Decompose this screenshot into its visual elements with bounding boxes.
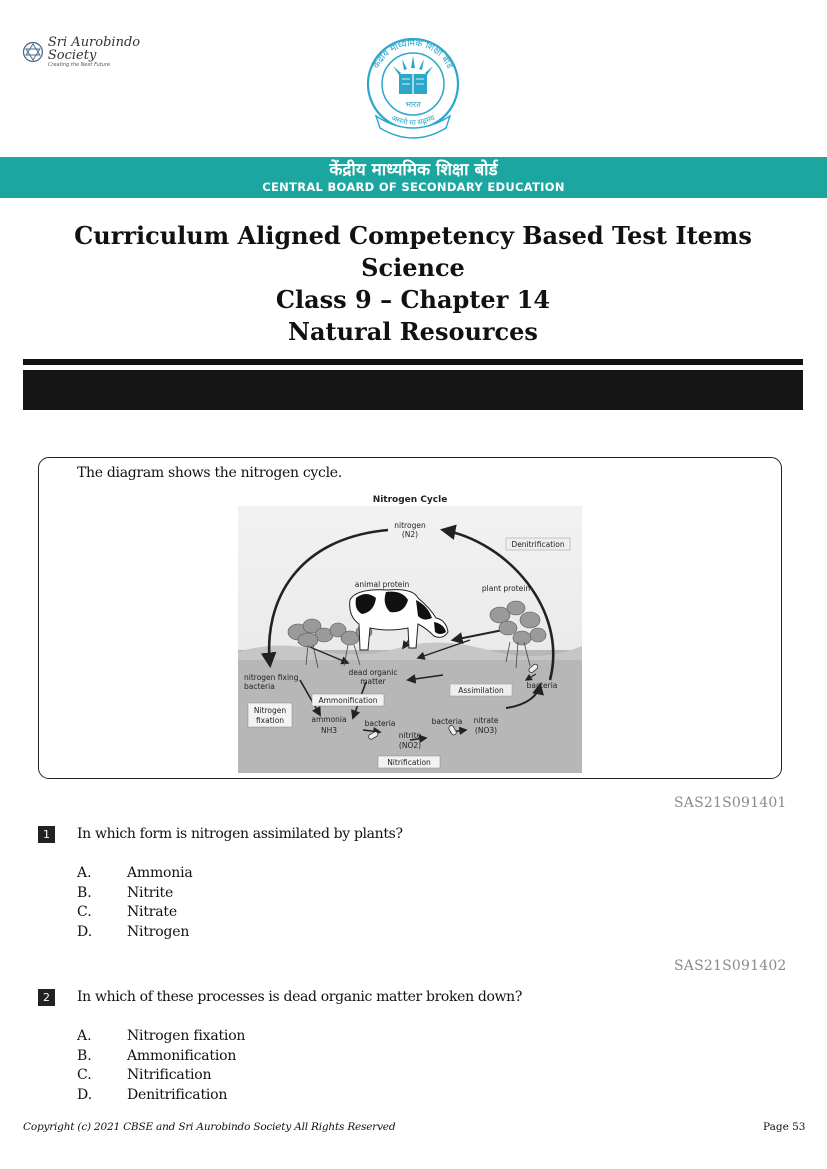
document-title <box>23 220 803 348</box>
label-dead-organic: dead organic <box>348 668 398 677</box>
board-name-english: CENTRAL BOARD OF SECONDARY EDUCATION <box>262 180 565 194</box>
q1-option-d[interactable]: Nitrogen <box>127 924 190 940</box>
title-line-1: Curriculum Aligned Competency Based Test Items <box>74 221 752 250</box>
q2-option-a-letter: A. <box>77 1028 92 1044</box>
label-ammonia-formula: NH3 <box>320 726 338 735</box>
label-nitrate: nitrate <box>473 716 499 725</box>
diagram-title: Nitrogen Cycle <box>372 495 448 505</box>
label-ammonia: ammonia <box>311 715 347 724</box>
label-nitrogen-fixing: nitrogen fixing <box>244 673 299 682</box>
q1-option-c-letter: C. <box>77 904 92 920</box>
q1-option-b[interactable]: Nitrite <box>127 885 174 901</box>
label-nitrogen-fixation-1: Nitrogen <box>253 706 287 715</box>
title-line-3: Class 9 – Chapter 14 <box>275 285 551 314</box>
q1-option-d-letter: D. <box>77 924 93 940</box>
footer-copyright: Copyright (c) 2021 CBSE and Sri Aurobindo Society All Rights Reserved <box>23 1121 396 1133</box>
q2-option-a[interactable]: Nitrogen fixation <box>127 1028 246 1044</box>
stimulus-text: The diagram shows the nitrogen cycle. <box>77 465 342 481</box>
label-nitrogen-fixation-2: fixation <box>255 716 285 725</box>
label-ammonification: Ammonification <box>318 696 378 705</box>
label-nitrate-formula: (NO3) <box>474 726 498 735</box>
question-1-text: In which form is nitrogen assimilated by plants? <box>77 826 403 842</box>
sas-logo-text: Sri Aurobindo Society <box>47 35 141 63</box>
cbse-seal-logo <box>362 32 464 140</box>
q2-option-d-letter: D. <box>77 1087 93 1103</box>
label-denitrification: Denitrification <box>511 540 565 549</box>
seal-center-text: भारत <box>405 100 421 109</box>
nitrogen-cycle-diagram <box>238 490 582 773</box>
label-nitrite: nitrite <box>398 731 422 740</box>
label-bacteria-3: bacteria <box>364 719 396 728</box>
divider-thick-bar <box>23 370 803 410</box>
question-1-number: 1 <box>38 826 55 843</box>
q2-option-d[interactable]: Denitrification <box>127 1087 228 1103</box>
footer-page-number: Page 53 <box>763 1121 806 1133</box>
q2-option-c-letter: C. <box>77 1067 92 1083</box>
question-2-code: SAS21S091402 <box>674 958 787 974</box>
seal-bottom-text: असतो मा सद्गमय <box>390 113 436 128</box>
label-plant-protein: plant protein <box>481 584 531 593</box>
question-2-text: In which of these processes is dead organic matter broken down? <box>77 989 522 1005</box>
label-animal-protein: animal protein <box>354 580 410 589</box>
board-name-hindi: केंद्रीय माध्यमिक शिक्षा बोर्ड <box>329 160 498 180</box>
question-1-code: SAS21S091401 <box>674 795 787 811</box>
label-bacteria-1: bacteria <box>244 682 275 691</box>
label-nitrification: Nitrification <box>387 758 431 767</box>
q1-option-a-letter: A. <box>77 865 92 881</box>
label-bacteria-4: bacteria <box>431 717 463 726</box>
label-nitrite-formula: (NO2) <box>398 741 422 750</box>
sas-logo-tagline: Creating the Next Future <box>47 62 111 68</box>
label-bacteria-2: bacteria <box>526 681 558 690</box>
q1-option-b-letter: B. <box>77 885 92 901</box>
title-line-4: Natural Resources <box>288 317 538 346</box>
board-name-band <box>0 157 827 198</box>
question-2-number: 2 <box>38 989 55 1006</box>
sas-logo <box>22 35 192 68</box>
title-line-2: Science <box>361 253 465 282</box>
label-matter: matter <box>360 677 386 686</box>
label-nitrogen: nitrogen <box>394 521 426 530</box>
q1-option-a[interactable]: Ammonia <box>127 865 193 881</box>
sas-emblem-icon <box>22 41 44 63</box>
label-nitrogen-formula: (N2) <box>401 530 419 539</box>
label-assimilation: Assimilation <box>458 686 504 695</box>
q2-option-b[interactable]: Ammonification <box>127 1048 237 1064</box>
divider-thin <box>23 359 803 365</box>
q1-option-c[interactable]: Nitrate <box>127 904 177 920</box>
q2-option-b-letter: B. <box>77 1048 92 1064</box>
q2-option-c[interactable]: Nitrification <box>127 1067 212 1083</box>
seal-top-text: केंद्रीय माध्यमिक शिक्षा बोर्ड <box>371 38 455 71</box>
